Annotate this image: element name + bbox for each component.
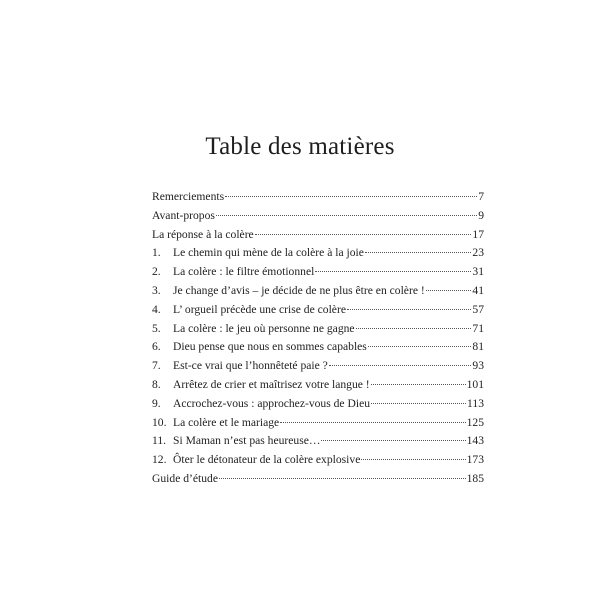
dot-leader xyxy=(426,290,472,291)
dot-leader xyxy=(371,384,466,385)
toc-entry xyxy=(152,338,484,357)
toc-entry-number: 6. xyxy=(152,340,161,354)
toc-entry-number: 1. xyxy=(152,246,161,260)
toc-entry-number: 11. xyxy=(152,434,167,448)
toc-entry-label: Ôter le détonateur de la colère explosive xyxy=(173,453,361,467)
dot-leader xyxy=(329,365,472,366)
toc-entry xyxy=(152,451,484,470)
dot-leader xyxy=(368,346,472,347)
toc-entry xyxy=(152,226,484,245)
toc-entry-label: La colère : le jeu où personne ne gagne xyxy=(173,321,355,335)
toc-entry xyxy=(152,357,484,376)
dot-leader xyxy=(365,252,472,253)
toc-entry-label: L’ orgueil précède une crise de colère xyxy=(173,302,346,316)
toc-entry-label: Arrêtez de crier et maîtrisez votre langue ! xyxy=(173,377,370,391)
toc-entry xyxy=(152,188,484,207)
toc-entry xyxy=(152,263,484,282)
toc-entry-page: 57 xyxy=(472,302,484,316)
toc-entry-number: 3. xyxy=(152,283,161,297)
toc-entry-number: 12. xyxy=(152,453,167,467)
toc-entry-label: Guide d’étude xyxy=(152,471,218,485)
toc-entry xyxy=(152,414,484,433)
toc-entry-label: Est-ce vrai que l’honnêteté paie ? xyxy=(173,359,328,373)
toc-entry-page: 81 xyxy=(472,340,484,354)
dot-leader xyxy=(347,309,471,310)
dot-leader xyxy=(361,459,465,460)
toc-entry xyxy=(152,470,484,489)
dot-leader xyxy=(219,478,466,479)
dot-leader xyxy=(216,215,477,216)
toc-entry-label: Accrochez-vous : approchez-vous de Dieu xyxy=(173,396,371,410)
toc-entry-page: 23 xyxy=(472,246,484,260)
toc-entry-number: 2. xyxy=(152,265,161,279)
toc-entry-page: 71 xyxy=(472,321,484,335)
toc-entry-page: 93 xyxy=(472,359,484,373)
toc-entry xyxy=(152,376,484,395)
toc-entry xyxy=(152,432,484,451)
dot-leader xyxy=(280,422,465,423)
toc-entry-number: 4. xyxy=(152,302,161,316)
dot-leader xyxy=(371,403,466,404)
dot-leader xyxy=(225,196,477,197)
dot-leader xyxy=(321,440,465,441)
toc-entry xyxy=(152,320,484,339)
toc-entry-page: 7 xyxy=(478,190,484,203)
dot-leader xyxy=(255,234,472,235)
page-title: Table des matières xyxy=(205,133,395,160)
toc-entry-label: La colère : le filtre émotionnel xyxy=(173,265,315,279)
toc-entry-label: Remerciements xyxy=(152,190,225,203)
toc-entry-label: La colère et le mariage xyxy=(173,415,280,429)
toc-entry-label: Avant-propos xyxy=(152,208,215,222)
toc-entry-number: 9. xyxy=(152,396,161,410)
toc-entry-page: 173 xyxy=(466,453,484,467)
table-of-contents xyxy=(152,188,484,489)
toc-entry xyxy=(152,244,484,263)
dot-leader xyxy=(315,271,471,272)
toc-entry-label: Si Maman n’est pas heureuse… xyxy=(173,434,321,448)
toc-entry-number: 7. xyxy=(152,359,161,373)
toc-entry-page: 9 xyxy=(478,208,484,222)
toc-entry-page: 31 xyxy=(472,265,484,279)
toc-entry-page: 125 xyxy=(466,415,484,429)
toc-entry-page: 41 xyxy=(472,283,484,297)
dot-leader xyxy=(356,328,472,329)
toc-entry-page: 101 xyxy=(466,377,484,391)
toc-entry-number: 8. xyxy=(152,377,161,391)
toc-entry-number: 10. xyxy=(152,415,167,429)
toc-entry-page: 113 xyxy=(467,396,484,410)
toc-entry-page: 185 xyxy=(466,471,484,485)
toc-entry xyxy=(152,301,484,320)
toc-entry-label: Je change d’avis – je décide de ne plus être en colère ! xyxy=(173,283,425,297)
toc-entry xyxy=(152,207,484,226)
toc-entry-number: 5. xyxy=(152,321,161,335)
toc-entry xyxy=(152,282,484,301)
toc-entry-label: La réponse à la colère xyxy=(152,227,254,241)
toc-entry xyxy=(152,395,484,414)
toc-entry-label: Le chemin qui mène de la colère à la joie xyxy=(173,246,364,260)
toc-entry-page: 17 xyxy=(472,227,484,241)
toc-entry-label: Dieu pense que nous en sommes capables xyxy=(173,340,367,354)
toc-entry-page: 143 xyxy=(466,434,484,448)
